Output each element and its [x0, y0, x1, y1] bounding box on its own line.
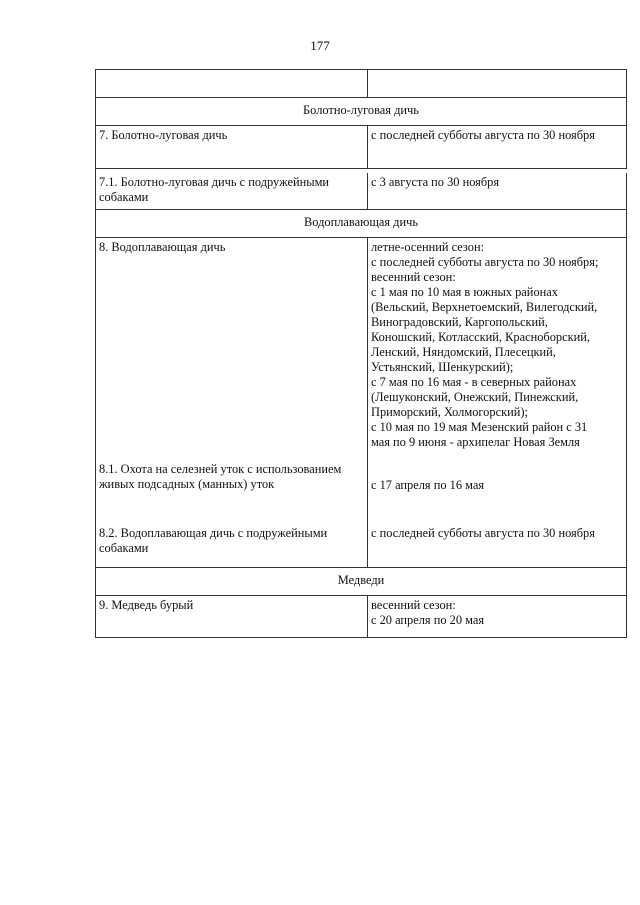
section-heading: Водоплавающая дичь — [96, 210, 627, 237]
period-line: с последней субботы августа по 30 ноября — [371, 526, 595, 540]
period-line: с 20 апреля по 20 мая — [371, 613, 485, 627]
section-heading-row — [96, 210, 627, 238]
period-line: с 7 мая по 16 мая - в северных районах — [371, 375, 577, 389]
period-line: Приморский, Холмогорский); — [371, 405, 528, 419]
section-heading-row — [96, 98, 627, 126]
table-row-group — [96, 238, 627, 568]
section-heading-row — [96, 568, 627, 596]
section-heading: Медведи — [96, 568, 627, 595]
table-row — [96, 596, 627, 638]
period-cell — [368, 126, 627, 168]
period-cell — [368, 238, 626, 460]
period-line: (Вельский, Верхнетоемский, Вилегодский, — [371, 300, 598, 314]
species-cell: 7.1. Болотно-луговая дичь с подружейными собаками — [96, 173, 368, 209]
period-line: (Лешуконский, Онежский, Пинежский, — [371, 390, 579, 404]
section-heading: Болотно-луговая дичь — [96, 98, 627, 125]
period-line: с 3 августа по 30 ноября — [371, 175, 500, 189]
period-line: Ленский, Няндомский, Плесецкий, — [371, 345, 556, 359]
period-line: с последней субботы августа по 30 ноября; — [371, 255, 599, 269]
period-cell — [368, 173, 627, 209]
species-column — [96, 238, 368, 567]
period-line: Устьянский, Шенкурский); — [371, 360, 514, 374]
period-line: весенний сезон: — [371, 270, 456, 284]
species-cell: 8.2. Водоплавающая дичь с подружейными собаками — [99, 526, 328, 555]
period-line: Коношский, Котласский, Красноборский, — [371, 330, 590, 344]
page-number: 177 — [310, 38, 330, 53]
period-line: летне-осенний сезон: — [371, 240, 485, 254]
period-line: Виноградовский, Каргопольский, — [371, 315, 548, 329]
period-cell — [368, 460, 626, 524]
species-cell: 7. Болотно-луговая дичь — [96, 126, 368, 168]
table-row — [96, 126, 627, 169]
table-row — [96, 169, 627, 210]
species-cell: 8.1. Охота на селезней уток с использованием живых подсадных (манных) уток — [99, 462, 342, 491]
period-line: с 10 мая по 19 мая Мезенский район с 31 — [371, 420, 588, 434]
table-header-row — [96, 70, 627, 98]
period-line: мая по 9 июня - архипелаг Новая Земля — [371, 435, 580, 449]
species-cell: 9. Медведь бурый — [96, 596, 368, 637]
period-cell — [368, 596, 627, 637]
period-line: с 1 мая по 10 мая в южных районах — [371, 285, 558, 299]
hunting-seasons-table — [95, 69, 627, 638]
header-cell-empty — [368, 70, 627, 97]
header-cell-empty — [96, 70, 368, 97]
period-cell — [368, 524, 626, 568]
period-line: весенний сезон: — [371, 598, 456, 612]
period-line: с 17 апреля по 16 мая — [371, 478, 485, 492]
period-line: с последней субботы августа по 30 ноября — [371, 128, 595, 142]
species-cell: 8. Водоплавающая дичь — [99, 240, 226, 254]
period-column — [368, 238, 627, 567]
